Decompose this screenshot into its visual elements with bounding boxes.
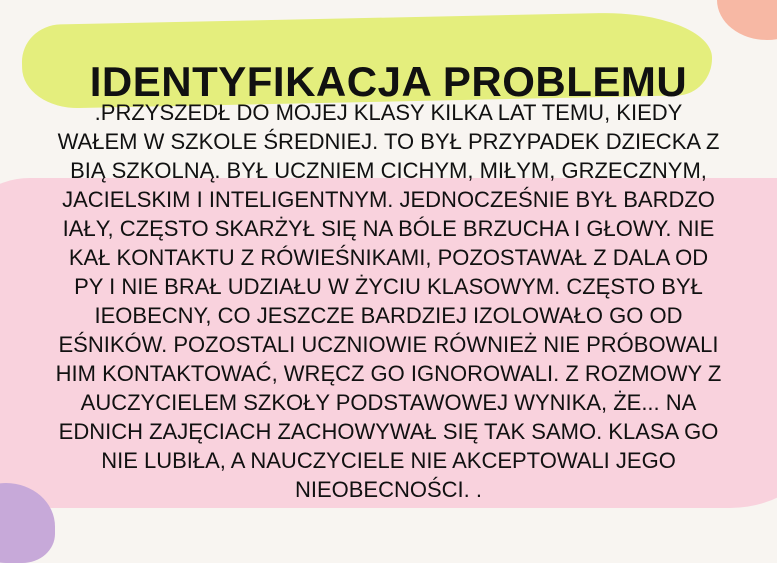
- problem-description: [0, 98, 777, 504]
- page-title: IDENTYFIKACJA PROBLEMU: [89, 58, 688, 106]
- text-line: WAŁEM W SZKOLE ŚREDNIEJ. TO BYŁ PRZYPADEK DZIECKA Z: [57, 129, 720, 154]
- text-line: AUCZYCIELEM SZKOŁY PODSTAWOWEJ WYNIKA, ŻE... NA: [80, 390, 697, 415]
- text-line: JACIELSKIM I INTELIGENTNYM. JEDNOCZEŚNIE BYŁ BARDZO: [62, 187, 715, 212]
- text-line: IEOBECNY, CO JESZCZE BARDZIEJ IZOLOWAŁO GO OD: [94, 303, 683, 328]
- text-line: PY I NIE BRAŁ UDZIAŁU W ŻYCIU KLASOWYM. CZĘSTO BYŁ: [74, 274, 703, 299]
- text-line: BIĄ SZKOLNĄ. BYŁ UCZNIEM CICHYM, MIŁYM, GRZECZNYM,: [70, 158, 707, 183]
- text-line: IAŁY, CZĘSTO SKARŻYŁ SIĘ NA BÓLE BRZUCHA I GŁOWY. NIE: [62, 216, 715, 241]
- text-line: KAŁ KONTAKTU Z RÓWIEŚNIKAMI, POZOSTAWAŁ Z DALA OD: [68, 245, 709, 270]
- text-line: NIEOBECNOŚCI. .: [294, 477, 483, 502]
- text-line: EŚNIKÓW. POZOSTALI UCZNIOWIE RÓWNIEŻ NIE PRÓBOWALI: [58, 332, 719, 357]
- text-line: NIE LUBIŁA, A NAUCZYCIELE NIE AKCEPTOWALI JEGO: [101, 448, 676, 473]
- decorative-peach-shape: [717, 0, 777, 40]
- text-line: HIM KONTAKTOWAĆ, WRĘCZ GO IGNOROWALI. Z ROZMOWY Z: [55, 361, 722, 386]
- text-line: .PRZYSZEDŁ DO MOJEJ KLASY KILKA LAT TEMU, KIEDY: [94, 100, 683, 125]
- text-line: EDNICH ZAJĘCIACH ZACHOWYWAŁ SIĘ TAK SAMO. KLASA GO: [58, 419, 719, 444]
